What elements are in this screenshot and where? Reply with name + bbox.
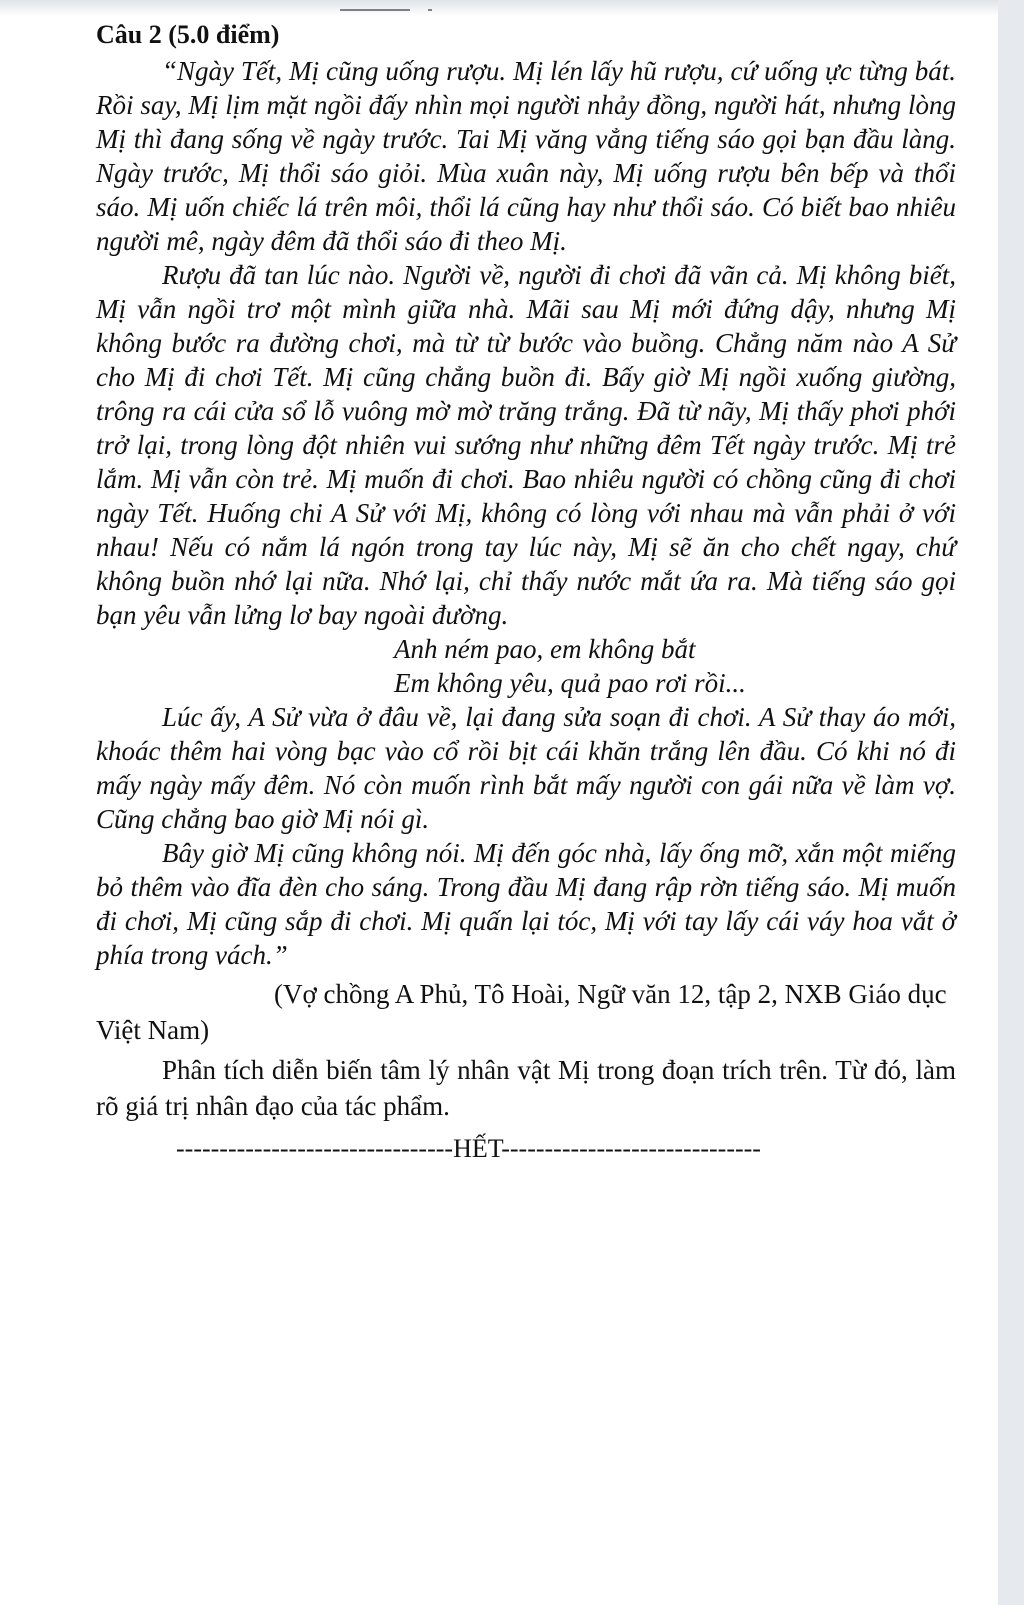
poem-line: Em không yêu, quả pao rơi rồi...	[394, 668, 746, 698]
end-marker: --------------------------------HẾT------------------------------	[176, 1134, 761, 1163]
edge-mark	[340, 9, 410, 11]
poem-line: Anh ném pao, em không bắt	[394, 634, 696, 664]
edge-mark	[428, 9, 432, 11]
excerpt-paragraph: Bây giờ Mị cũng không nói. Mị đến góc nhà, lấy ống mỡ, xắn một miếng bỏ thêm vào đĩa đèn cho sáng. Trong đầu Mị đang rập rờn tiếng sáo. Mị muốn đi chơi, Mị cũng sắp đi chơi. Mị quấn lại tóc, Mị với tay lấy cái váy hoa vắt ở phía trong vách.”	[96, 838, 956, 970]
question-title: Câu 2 (5.0 điểm)	[96, 20, 280, 49]
excerpt-paragraph: Lúc ấy, A Sử vừa ở đâu về, lại đang sửa soạn đi chơi. A Sử thay áo mới, khoác thêm hai vòng bạc vào cổ rồi bịt cái khăn trắng lên đầu. Có khi nó đi mấy ngày mấy đêm. Nó còn muốn rình bắt mấy người con gái nữa về làm vợ. Cũng chẳng bao giờ Mị nói gì.	[96, 702, 956, 834]
page-top-edge	[0, 0, 1024, 16]
viewer-right-edge	[998, 0, 1024, 1605]
excerpt-paragraph: Rượu đã tan lúc nào. Người về, người đi chơi đã vãn cả. Mị không biết, Mị vẫn ngồi trơ một mình giữa nhà. Mãi sau Mị mới đứng dậy, nhưng Mị không bước ra đường chơi, mà từ từ bước vào buồng. Chẳng năm nào A Sử cho Mị đi chơi Tết. Mị cũng chẳng buồn đi. Bấy giờ Mị ngồi xuống giường, trông ra cái cửa sổ lỗ vuông mờ mờ trăng trắng. Đã từ nãy, Mị thấy phơi phới trở lại, trong lòng đột nhiên vui sướng như những đêm Tết ngày trước. Mị trẻ lắm. Mị vẫn còn trẻ. Mị muốn đi chơi. Bao nhiêu người có chồng cũng đi chơi ngày Tết. Huống chi A Sử với Mị, không có lòng với nhau mà vẫn phải ở với nhau! Nếu có nắm lá ngón trong tay lúc này, Mị sẽ ăn cho chết ngay, chứ không buồn nhớ lại nữa. Nhớ lại, chỉ thấy nước mắt ứa ra. Mà tiếng sáo gọi bạn yêu vẫn lửng lơ bay ngoài đường.	[96, 260, 956, 630]
exam-content	[96, 18, 956, 1166]
excerpt-source: (Vợ chồng A Phủ, Tô Hoài, Ngữ văn 12, tập 2, NXB Giáo dục Việt Nam)	[96, 979, 947, 1045]
question-task: Phân tích diễn biến tâm lý nhân vật Mị trong đoạn trích trên. Từ đó, làm rõ giá trị nhân đạo của tác phẩm.	[96, 1055, 956, 1121]
excerpt-paragraph: “Ngày Tết, Mị cũng uống rượu. Mị lén lấy hũ rượu, cứ uống ực từng bát. Rồi say, Mị lịm mặt ngồi đấy nhìn mọi người nhảy đồng, người hát, nhưng lòng Mị thì đang sống về ngày trước. Tai Mị văng vẳng tiếng sáo gọi bạn đầu làng. Ngày trước, Mị thổi sáo giỏi. Mùa xuân này, Mị uống rượu bên bếp và thổi sáo. Mị uốn chiếc lá trên môi, thổi lá cũng hay như thổi sáo. Có biết bao nhiêu người mê, ngày đêm đã thổi sáo đi theo Mị.	[96, 56, 956, 256]
